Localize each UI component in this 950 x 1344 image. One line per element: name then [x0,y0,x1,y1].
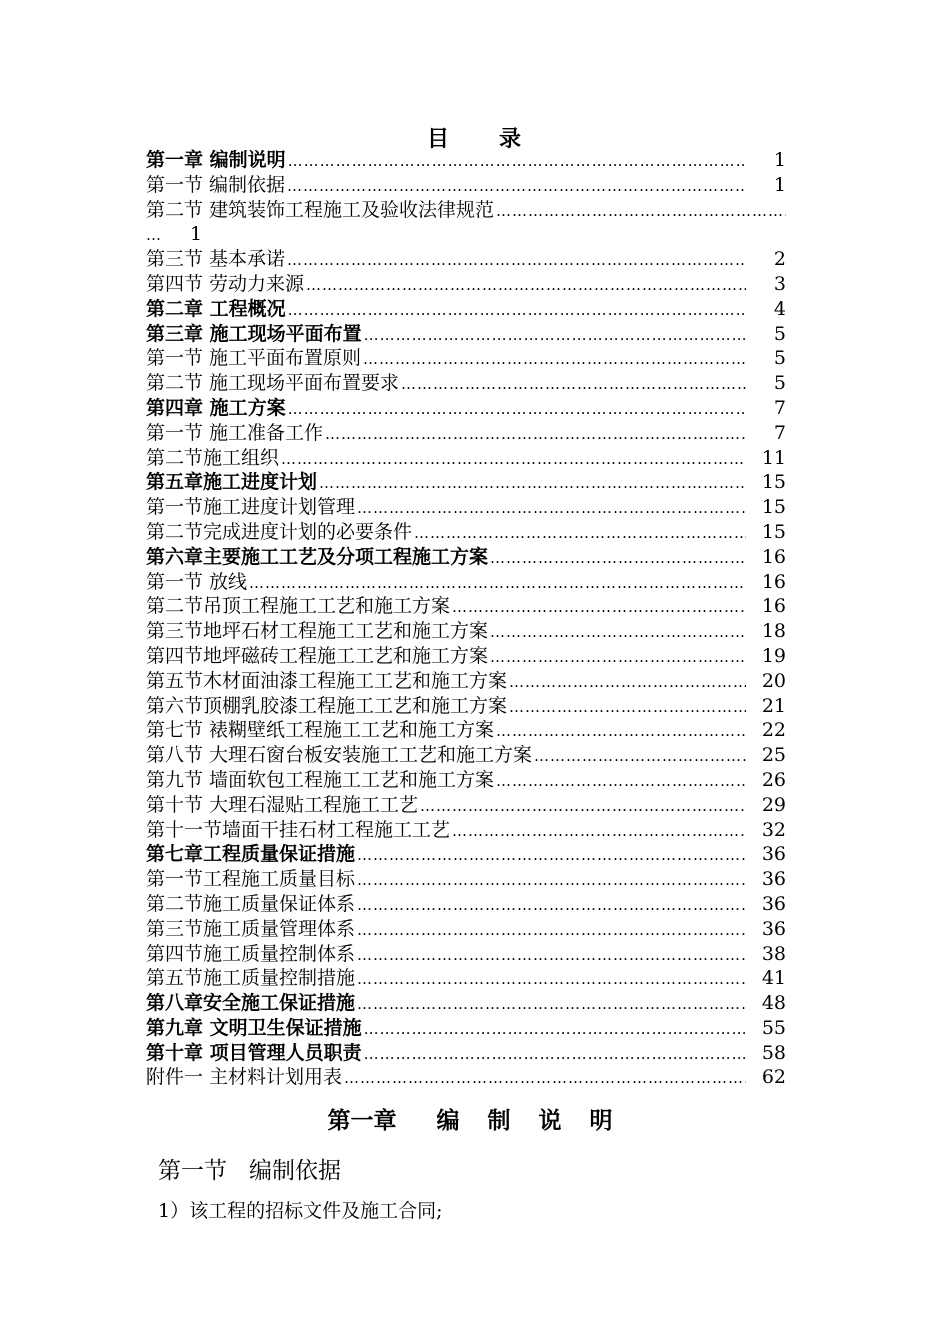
toc-entry-label: 第四节地坪磁砖工程施工工艺和施工方案 [146,644,489,667]
toc-entry-label: 第十章 项目管理人员职责 [146,1041,362,1064]
toc-entry [146,421,786,446]
toc-leader-dots [357,496,746,521]
chapter-number: 第一章 [327,1107,397,1134]
toc-entry-label: 第六章主要施工工艺及分项工程施工方案 [146,545,489,568]
toc-entry-label: 第一节 施工平面布置原则 [146,347,362,370]
toc-entry-label: 第五章施工进度计划 [146,471,318,494]
toc-entry [146,396,786,421]
toc-leader-dots [496,719,746,744]
toc-entry-page: 26 [761,768,786,791]
toc-entry-label: 第十一节墙面干挂石材工程施工工艺 [146,818,451,841]
toc-entry-page: 7 [773,396,786,419]
toc-entry [146,619,786,644]
toc-entry-page: 36 [761,892,786,915]
toc-entry [146,198,786,223]
toc-entry [146,644,786,669]
toc-entry [146,966,786,991]
toc-entry [146,917,786,942]
toc-leader-dots [288,149,746,174]
body-paragraph: 1）该工程的招标文件及施工合同; [158,1200,443,1222]
toc-entry-page: 15 [761,496,786,519]
toc-entry [146,247,786,272]
toc-entry-page: 36 [761,843,786,866]
toc-leader-dots [357,967,746,992]
toc-entry-page: 58 [761,1041,786,1064]
toc-leader-dots [420,794,746,819]
toc-leader-dots [364,323,746,348]
toc-entry-page: 29 [761,793,786,816]
toc-entry-page: 18 [761,620,786,643]
toc-entry-label: 第一节施工进度计划管理 [146,496,356,519]
toc-entry-label: 第四节 劳动力来源 [146,272,305,295]
toc-leader-dots [496,199,786,224]
toc-entry-page: 16 [761,570,786,593]
toc-leader-dots [357,992,746,1017]
toc-leader-dots [509,670,746,695]
toc-entry-label: 第二节 建筑装饰工程施工及验收法律规范 [146,198,495,221]
toc-entry [146,470,786,495]
section-title: 编制依据 [249,1158,341,1184]
toc-entry [146,1065,786,1090]
toc-entry-label: 第八节 大理石窗台板安装施工工艺和施工方案 [146,744,533,767]
toc-entry [146,867,786,892]
toc-entry-label: 第四章 施工方案 [146,396,286,419]
toc-entry-page: 21 [761,694,786,717]
toc-entry-label: 第二节吊顶工程施工工艺和施工方案 [146,595,451,618]
toc-leader-dots [490,620,746,645]
toc-entry [146,322,786,347]
toc-entry [146,842,786,867]
toc-entry-page: 55 [761,1016,786,1039]
toc-entry-page: 36 [761,868,786,891]
toc-entry-page: 25 [761,744,786,767]
toc-entry [146,446,786,471]
toc-title-char-1: 目 [426,126,451,152]
toc-leader-dots [306,273,746,298]
toc-entry-label: 第二章 工程概况 [146,297,286,320]
toc-entry-page: 1 [773,149,786,171]
toc-entry-page: 15 [761,471,786,494]
toc-leader-dots: … [146,226,162,245]
toc-entry-page: 11 [761,446,786,469]
toc-entry-label: 第三节 基本承诺 [146,248,286,271]
toc-entry-label: 第一节工程施工质量目标 [146,868,356,891]
toc-entry [146,718,786,743]
toc-entry-page: 3 [773,272,786,295]
toc-entry-label: 第三章 施工现场平面布置 [146,322,362,345]
toc-title-char-2: 录 [499,126,524,152]
toc-entry [146,991,786,1016]
toc-leader-dots [452,595,746,620]
toc-entry [146,793,786,818]
toc-entry [146,1041,786,1066]
toc-entry-page: 16 [761,545,786,568]
toc-entry-label: 第五节木材面油漆工程施工工艺和施工方案 [146,669,508,692]
toc-leader-dots [357,893,746,918]
toc-entry [146,743,786,768]
toc-entry [146,1016,786,1041]
toc-entry-page: 38 [761,942,786,965]
toc-leader-dots [325,422,746,447]
toc-leader-dots [401,372,746,397]
toc-leader-dots [357,843,746,868]
toc-entry-label: 第二节施工质量保证体系 [146,892,356,915]
toc-leader-dots [287,174,746,199]
toc-entry-page: 5 [773,372,786,395]
toc-entry-label: 第七章工程质量保证措施 [146,843,356,866]
section-number: 第一节 [158,1158,227,1184]
toc-entry-page: 4 [773,297,786,320]
toc-leader-dots [364,1017,746,1042]
toc-entry [146,371,786,396]
toc-leader-dots [490,645,746,670]
toc-entry-label: 第八章安全施工保证措施 [146,992,356,1015]
toc-entry [146,768,786,793]
toc-entry-label: 第二节 施工现场平面布置要求 [146,372,400,395]
toc-leader-dots [490,546,746,571]
toc-entry-label: 附件一 主材料计划用表 [146,1066,343,1089]
toc-entry [146,892,786,917]
toc-entry-page: 32 [761,818,786,841]
toc-leader-dots [452,819,746,844]
toc-leader-dots [509,695,746,720]
toc-entry [146,942,786,967]
toc-entry-label: 第六节顶棚乳胶漆工程施工工艺和施工方案 [146,694,508,717]
toc-entry-label: 第九章 文明卫生保证措施 [146,1016,362,1039]
toc-leader-dots [534,744,746,769]
table-of-contents [146,148,786,1090]
toc-entry [146,495,786,520]
toc-entry [146,594,786,619]
toc-entry-page: 5 [773,322,786,345]
toc-leader-dots [364,1042,746,1067]
toc-entry [146,520,786,545]
toc-leader-dots [288,298,746,323]
toc-entry-continuation [146,222,786,247]
toc-entry-page: 20 [761,669,786,692]
toc-entry [146,173,786,198]
toc-entry [146,694,786,719]
toc-entry [146,669,786,694]
toc-entry-label: 第二节完成进度计划的必要条件 [146,520,413,543]
toc-entry [146,545,786,570]
toc-entry [146,297,786,322]
toc-entry-page: 7 [773,421,786,444]
section-heading [158,1152,341,1185]
toc-entry [146,570,786,595]
toc-entry-label: 第九节 墙面软包工程施工工艺和施工方案 [146,768,495,791]
toc-leader-dots [357,868,746,893]
toc-leader-dots [344,1066,746,1091]
toc-leader-dots [249,571,746,596]
chapter-heading [0,1102,950,1135]
toc-entry-page: 15 [761,520,786,543]
toc-leader-dots [496,769,746,794]
toc-entry-page: 5 [773,347,786,370]
toc-leader-dots [281,447,746,472]
toc-entry-label: 第三节施工质量管理体系 [146,917,356,940]
toc-entry-page: 22 [761,719,786,742]
toc-entry-label: 第一节 施工准备工作 [146,421,324,444]
toc-leader-dots [357,918,746,943]
toc-entry-label: 第一节 编制依据 [146,173,286,196]
toc-entry [146,818,786,843]
toc-entry-page: 1 [190,223,203,246]
toc-entry-page: 19 [761,644,786,667]
toc-entry-label: 第十节 大理石湿贴工程施工工艺 [146,793,419,816]
toc-entry-page: 62 [761,1066,786,1089]
toc-leader-dots [319,471,746,496]
toc-entry-label: 第二节施工组织 [146,446,280,469]
toc-leader-dots [288,397,746,422]
toc-leader-dots [287,248,746,273]
toc-entry-label: 第一章 编制说明 [146,149,286,171]
toc-leader-dots [363,347,746,372]
toc-entry [146,346,786,371]
toc-entry-page: 41 [761,967,786,990]
toc-entry-label: 第三节地坪石材工程施工工艺和施工方案 [146,620,489,643]
toc-entry-label: 第五节施工质量控制措施 [146,967,356,990]
toc-entry-page: 36 [761,917,786,940]
toc-entry-page: 2 [773,248,786,271]
toc-entry-page: 48 [761,992,786,1015]
toc-entry-page: 16 [761,595,786,618]
toc-entry-label: 第一节 放线 [146,570,248,593]
toc-entry [146,272,786,297]
toc-entry-label: 第四节施工质量控制体系 [146,942,356,965]
chapter-title: 编 制 说 明 [436,1107,623,1134]
toc-entry-page: 1 [773,173,786,196]
toc-entry [146,148,786,173]
toc-leader-dots [414,521,746,546]
toc-leader-dots [357,943,746,968]
toc-entry-label: 第七节 裱糊壁纸工程施工工艺和施工方案 [146,719,495,742]
